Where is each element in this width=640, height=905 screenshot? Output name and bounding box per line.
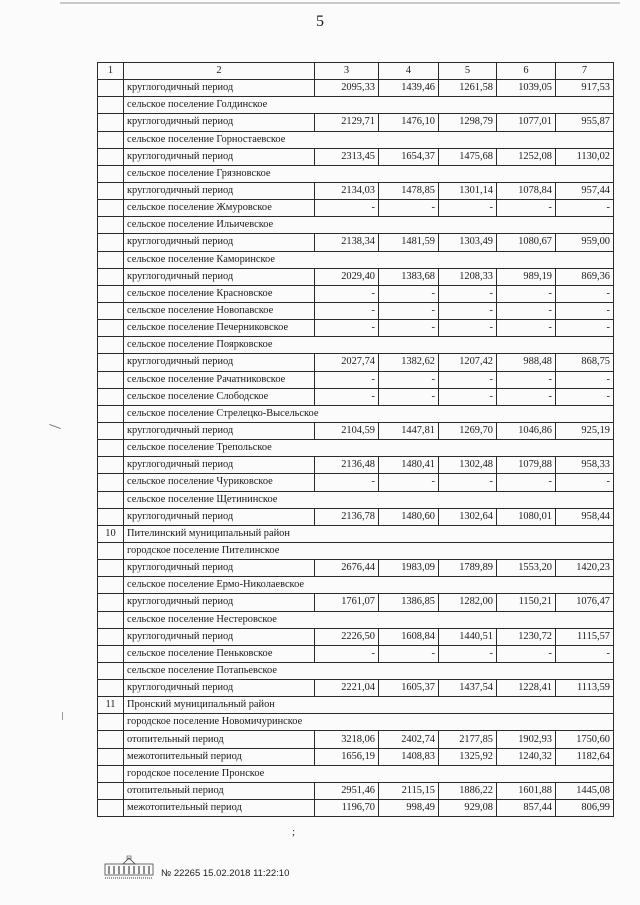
value-cell-col-5: 1302,48 bbox=[439, 457, 497, 474]
value-cell-col-4: - bbox=[379, 388, 439, 405]
value-cell-col-3: - bbox=[315, 285, 379, 302]
value-cell-col-3: 2095,33 bbox=[315, 80, 379, 97]
value-cell-col-4: - bbox=[379, 302, 439, 319]
value-cell-col-4: - bbox=[379, 200, 439, 217]
table-row bbox=[98, 405, 614, 422]
row-label-cell: круглогодичный период bbox=[124, 680, 315, 697]
value-cell-col-3: 1761,07 bbox=[315, 594, 379, 611]
table-row bbox=[98, 80, 614, 97]
table-body bbox=[98, 80, 614, 817]
table-row bbox=[98, 217, 614, 234]
row-label-cell: отопительный период bbox=[124, 731, 315, 748]
value-cell-col-5: 1886,22 bbox=[439, 782, 497, 799]
value-cell-col-3: 2029,40 bbox=[315, 268, 379, 285]
table-row bbox=[98, 200, 614, 217]
building-stamp-icon bbox=[103, 855, 155, 881]
value-cell-col-5: 1302,64 bbox=[439, 508, 497, 525]
value-cell-col-6: 1077,01 bbox=[497, 114, 556, 131]
stray-mark: ; bbox=[292, 826, 296, 838]
row-index-cell bbox=[98, 234, 124, 251]
table-row bbox=[98, 182, 614, 199]
row-index-cell bbox=[98, 731, 124, 748]
section-label-cell: Пителинский муниципальный район bbox=[124, 525, 614, 542]
row-index-cell bbox=[98, 302, 124, 319]
table-row bbox=[98, 628, 614, 645]
section-label-cell: сельское поселение Ермо-Николаевское bbox=[124, 577, 614, 594]
value-cell-col-5: 1437,54 bbox=[439, 680, 497, 697]
value-cell-col-7: - bbox=[556, 645, 614, 662]
value-cell-col-6: 1252,08 bbox=[497, 148, 556, 165]
value-cell-col-7: - bbox=[556, 285, 614, 302]
value-cell-col-6: 1080,01 bbox=[497, 508, 556, 525]
value-cell-col-6: 1046,86 bbox=[497, 422, 556, 439]
row-index-cell bbox=[98, 474, 124, 491]
value-cell-col-4: 2115,15 bbox=[379, 782, 439, 799]
value-cell-col-7: 958,33 bbox=[556, 457, 614, 474]
table-row bbox=[98, 542, 614, 559]
table-row bbox=[98, 577, 614, 594]
row-index-cell bbox=[98, 628, 124, 645]
table-row bbox=[98, 114, 614, 131]
section-label-cell: сельское поселение Нестеровское bbox=[124, 611, 614, 628]
table-row bbox=[98, 371, 614, 388]
value-cell-col-6: - bbox=[497, 285, 556, 302]
row-index-cell bbox=[98, 457, 124, 474]
value-cell-col-3: 2226,50 bbox=[315, 628, 379, 645]
section-label-cell: сельское поселение Каморинское bbox=[124, 251, 614, 268]
value-cell-col-4: 1654,37 bbox=[379, 148, 439, 165]
value-cell-col-3: 2951,46 bbox=[315, 782, 379, 799]
value-cell-col-7: 1113,59 bbox=[556, 680, 614, 697]
row-label-cell: межотопительный период bbox=[124, 800, 315, 817]
section-label-cell: сельское поселение Потапьевское bbox=[124, 662, 614, 679]
value-cell-col-5: 1325,92 bbox=[439, 748, 497, 765]
row-index-cell bbox=[98, 594, 124, 611]
value-cell-col-4: 1480,41 bbox=[379, 457, 439, 474]
row-index-cell bbox=[98, 388, 124, 405]
value-cell-col-5: 1298,79 bbox=[439, 114, 497, 131]
value-cell-col-6: 857,44 bbox=[497, 800, 556, 817]
row-index-cell bbox=[98, 114, 124, 131]
header-col-3: 3 bbox=[315, 63, 379, 80]
value-cell-col-6: - bbox=[497, 474, 556, 491]
section-label-cell: городское поселение Пителинское bbox=[124, 542, 614, 559]
table-row bbox=[98, 440, 614, 457]
value-cell-col-5: - bbox=[439, 285, 497, 302]
row-index-cell: 11 bbox=[98, 697, 124, 714]
value-cell-col-6: 1039,05 bbox=[497, 80, 556, 97]
section-label-cell: сельское поселение Щетининское bbox=[124, 491, 614, 508]
row-index-cell bbox=[98, 422, 124, 439]
value-cell-col-7: 1182,64 bbox=[556, 748, 614, 765]
row-index-cell: 10 bbox=[98, 525, 124, 542]
value-cell-col-6: - bbox=[497, 200, 556, 217]
value-cell-col-5: 1475,68 bbox=[439, 148, 497, 165]
table-row bbox=[98, 388, 614, 405]
header-col-6: 6 bbox=[497, 63, 556, 80]
section-label-cell: сельское поселение Ильичевское bbox=[124, 217, 614, 234]
row-label-cell: круглогодичный период bbox=[124, 628, 315, 645]
table-row bbox=[98, 131, 614, 148]
value-cell-col-4: 1382,62 bbox=[379, 354, 439, 371]
table-row bbox=[98, 320, 614, 337]
header-col-4: 4 bbox=[379, 63, 439, 80]
value-cell-col-4: 1478,85 bbox=[379, 182, 439, 199]
value-cell-col-3: 1196,70 bbox=[315, 800, 379, 817]
row-index-cell bbox=[98, 440, 124, 457]
row-index-cell bbox=[98, 165, 124, 182]
value-cell-col-7: - bbox=[556, 474, 614, 491]
section-label-cell: сельское поселение Грязновское bbox=[124, 165, 614, 182]
value-cell-col-7: - bbox=[556, 320, 614, 337]
value-cell-col-3: - bbox=[315, 388, 379, 405]
tariff-table bbox=[97, 62, 614, 817]
value-cell-col-3: 2221,04 bbox=[315, 680, 379, 697]
row-index-cell bbox=[98, 337, 124, 354]
value-cell-col-5: 1208,33 bbox=[439, 268, 497, 285]
value-cell-col-4: 1408,83 bbox=[379, 748, 439, 765]
row-index-cell bbox=[98, 268, 124, 285]
row-label-cell: круглогодичный период bbox=[124, 114, 315, 131]
value-cell-col-5: 1282,00 bbox=[439, 594, 497, 611]
row-label-cell: круглогодичный период bbox=[124, 560, 315, 577]
row-label-cell: круглогодичный период bbox=[124, 268, 315, 285]
value-cell-col-6: - bbox=[497, 302, 556, 319]
value-cell-col-4: - bbox=[379, 474, 439, 491]
table-row bbox=[98, 165, 614, 182]
table-row bbox=[98, 251, 614, 268]
value-cell-col-5: 1301,14 bbox=[439, 182, 497, 199]
row-index-cell bbox=[98, 80, 124, 97]
value-cell-col-6: 1080,67 bbox=[497, 234, 556, 251]
value-cell-col-7: 869,36 bbox=[556, 268, 614, 285]
table-row bbox=[98, 697, 614, 714]
row-index-cell bbox=[98, 577, 124, 594]
table-header-row bbox=[98, 63, 614, 80]
row-label-cell: сельское поселение Печерниковское bbox=[124, 320, 315, 337]
value-cell-col-3: - bbox=[315, 474, 379, 491]
row-index-cell bbox=[98, 714, 124, 731]
value-cell-col-7: 959,00 bbox=[556, 234, 614, 251]
table-row bbox=[98, 337, 614, 354]
section-label-cell: сельское поселение Трепольское bbox=[124, 440, 614, 457]
value-cell-col-4: 1480,60 bbox=[379, 508, 439, 525]
value-cell-col-7: - bbox=[556, 371, 614, 388]
row-index-cell bbox=[98, 131, 124, 148]
section-label-cell: сельское поселение Голдинское bbox=[124, 97, 614, 114]
value-cell-col-7: 958,44 bbox=[556, 508, 614, 525]
row-label-cell: межотопительный период bbox=[124, 748, 315, 765]
table-row bbox=[98, 268, 614, 285]
row-index-cell bbox=[98, 508, 124, 525]
value-cell-col-6: 1079,88 bbox=[497, 457, 556, 474]
table-row bbox=[98, 560, 614, 577]
value-cell-col-6: 1078,84 bbox=[497, 182, 556, 199]
row-index-cell bbox=[98, 662, 124, 679]
table-row bbox=[98, 800, 614, 817]
table-row bbox=[98, 680, 614, 697]
value-cell-col-3: - bbox=[315, 371, 379, 388]
value-cell-col-7: - bbox=[556, 200, 614, 217]
margin-mark bbox=[62, 712, 63, 720]
value-cell-col-6: 988,48 bbox=[497, 354, 556, 371]
row-index-cell bbox=[98, 182, 124, 199]
value-cell-col-3: 2138,34 bbox=[315, 234, 379, 251]
section-label-cell: сельское поселение Горностаевское bbox=[124, 131, 614, 148]
header-col-1: 1 bbox=[98, 63, 124, 80]
value-cell-col-7: 1115,57 bbox=[556, 628, 614, 645]
value-cell-col-6: - bbox=[497, 371, 556, 388]
row-index-cell bbox=[98, 782, 124, 799]
value-cell-col-6: 1902,93 bbox=[497, 731, 556, 748]
table-row bbox=[98, 748, 614, 765]
row-label-cell: круглогодичный период bbox=[124, 594, 315, 611]
table-row bbox=[98, 714, 614, 731]
table-row bbox=[98, 508, 614, 525]
header-col-5: 5 bbox=[439, 63, 497, 80]
row-label-cell: сельское поселение Рачатниковское bbox=[124, 371, 315, 388]
table-row bbox=[98, 457, 614, 474]
value-cell-col-3: 2027,74 bbox=[315, 354, 379, 371]
value-cell-col-6: 1553,20 bbox=[497, 560, 556, 577]
table-row bbox=[98, 302, 614, 319]
value-cell-col-3: 1656,19 bbox=[315, 748, 379, 765]
section-label-cell: сельское поселение Стрелецко-Высельское bbox=[124, 405, 614, 422]
value-cell-col-7: 1076,47 bbox=[556, 594, 614, 611]
section-label-cell: городское поселение Пронское bbox=[124, 765, 614, 782]
value-cell-col-4: 1605,37 bbox=[379, 680, 439, 697]
value-cell-col-5: - bbox=[439, 320, 497, 337]
value-cell-col-3: 2104,59 bbox=[315, 422, 379, 439]
registration-stamp-text: № 22265 15.02.2018 11:22:10 bbox=[161, 868, 290, 879]
table-row bbox=[98, 782, 614, 799]
table-row bbox=[98, 491, 614, 508]
row-label-cell: круглогодичный период bbox=[124, 508, 315, 525]
row-label-cell: круглогодичный период bbox=[124, 354, 315, 371]
table-row bbox=[98, 422, 614, 439]
value-cell-col-5: - bbox=[439, 371, 497, 388]
value-cell-col-6: 989,19 bbox=[497, 268, 556, 285]
value-cell-col-5: - bbox=[439, 645, 497, 662]
value-cell-col-5: 1207,42 bbox=[439, 354, 497, 371]
row-index-cell bbox=[98, 320, 124, 337]
row-index-cell bbox=[98, 148, 124, 165]
value-cell-col-6: 1601,88 bbox=[497, 782, 556, 799]
row-label-cell: сельское поселение Жмуровское bbox=[124, 200, 315, 217]
value-cell-col-7: 1420,23 bbox=[556, 560, 614, 577]
table-row bbox=[98, 285, 614, 302]
row-label-cell: сельское поселение Новопавское bbox=[124, 302, 315, 319]
value-cell-col-5: - bbox=[439, 302, 497, 319]
row-index-cell bbox=[98, 748, 124, 765]
header-col-2: 2 bbox=[124, 63, 315, 80]
value-cell-col-6: 1150,21 bbox=[497, 594, 556, 611]
row-label-cell: круглогодичный период bbox=[124, 457, 315, 474]
table-row bbox=[98, 354, 614, 371]
value-cell-col-7: 917,53 bbox=[556, 80, 614, 97]
value-cell-col-5: - bbox=[439, 474, 497, 491]
row-index-cell bbox=[98, 680, 124, 697]
value-cell-col-3: - bbox=[315, 645, 379, 662]
table-row bbox=[98, 474, 614, 491]
row-index-cell bbox=[98, 560, 124, 577]
value-cell-col-3: 2136,78 bbox=[315, 508, 379, 525]
scan-top-edge bbox=[60, 2, 620, 4]
value-cell-col-4: 1476,10 bbox=[379, 114, 439, 131]
section-label-cell: Пронский муниципальный район bbox=[124, 697, 614, 714]
value-cell-col-4: - bbox=[379, 320, 439, 337]
row-index-cell bbox=[98, 645, 124, 662]
row-index-cell bbox=[98, 217, 124, 234]
row-label-cell: сельское поселение Красновское bbox=[124, 285, 315, 302]
value-cell-col-7: 955,87 bbox=[556, 114, 614, 131]
value-cell-col-6: 1240,32 bbox=[497, 748, 556, 765]
row-index-cell bbox=[98, 285, 124, 302]
value-cell-col-7: 806,99 bbox=[556, 800, 614, 817]
row-index-cell bbox=[98, 251, 124, 268]
table-row bbox=[98, 765, 614, 782]
row-label-cell: круглогодичный период bbox=[124, 80, 315, 97]
row-index-cell bbox=[98, 491, 124, 508]
value-cell-col-7: 1750,60 bbox=[556, 731, 614, 748]
value-cell-col-5: 1789,89 bbox=[439, 560, 497, 577]
value-cell-col-3: 2129,71 bbox=[315, 114, 379, 131]
value-cell-col-4: 1983,09 bbox=[379, 560, 439, 577]
row-label-cell: отопительный период bbox=[124, 782, 315, 799]
row-index-cell bbox=[98, 405, 124, 422]
value-cell-col-7: - bbox=[556, 388, 614, 405]
table-row bbox=[98, 594, 614, 611]
value-cell-col-5: 1261,58 bbox=[439, 80, 497, 97]
value-cell-col-7: 925,19 bbox=[556, 422, 614, 439]
row-index-cell bbox=[98, 354, 124, 371]
section-label-cell: городское поселение Новомичуринское bbox=[124, 714, 614, 731]
table-row bbox=[98, 662, 614, 679]
value-cell-col-5: - bbox=[439, 388, 497, 405]
value-cell-col-4: - bbox=[379, 371, 439, 388]
value-cell-col-6: - bbox=[497, 645, 556, 662]
value-cell-col-7: 868,75 bbox=[556, 354, 614, 371]
margin-mark bbox=[49, 424, 61, 429]
value-cell-col-5: - bbox=[439, 200, 497, 217]
row-label-cell: сельское поселение Слободское bbox=[124, 388, 315, 405]
table-row bbox=[98, 525, 614, 542]
row-index-cell bbox=[98, 371, 124, 388]
value-cell-col-4: 1386,85 bbox=[379, 594, 439, 611]
row-index-cell bbox=[98, 765, 124, 782]
row-label-cell: круглогодичный период bbox=[124, 148, 315, 165]
table-row bbox=[98, 611, 614, 628]
value-cell-col-5: 1440,51 bbox=[439, 628, 497, 645]
row-label-cell: круглогодичный период bbox=[124, 182, 315, 199]
table-row bbox=[98, 97, 614, 114]
value-cell-col-5: 2177,85 bbox=[439, 731, 497, 748]
value-cell-col-4: 1481,59 bbox=[379, 234, 439, 251]
value-cell-col-4: - bbox=[379, 285, 439, 302]
value-cell-col-3: 2134,03 bbox=[315, 182, 379, 199]
value-cell-col-3: 2313,45 bbox=[315, 148, 379, 165]
table-row bbox=[98, 234, 614, 251]
value-cell-col-5: 1269,70 bbox=[439, 422, 497, 439]
row-index-cell bbox=[98, 611, 124, 628]
value-cell-col-4: 998,49 bbox=[379, 800, 439, 817]
row-index-cell bbox=[98, 542, 124, 559]
row-label-cell: сельское поселение Пеньковское bbox=[124, 645, 315, 662]
table-row bbox=[98, 645, 614, 662]
value-cell-col-7: 957,44 bbox=[556, 182, 614, 199]
value-cell-col-4: 1447,81 bbox=[379, 422, 439, 439]
value-cell-col-7: - bbox=[556, 302, 614, 319]
table-row bbox=[98, 731, 614, 748]
row-index-cell bbox=[98, 200, 124, 217]
value-cell-col-6: - bbox=[497, 388, 556, 405]
header-col-7: 7 bbox=[556, 63, 614, 80]
value-cell-col-7: 1445,08 bbox=[556, 782, 614, 799]
page-number: 5 bbox=[316, 13, 324, 30]
value-cell-col-4: - bbox=[379, 645, 439, 662]
value-cell-col-4: 1439,46 bbox=[379, 80, 439, 97]
table-row bbox=[98, 148, 614, 165]
row-label-cell: круглогодичный период bbox=[124, 234, 315, 251]
value-cell-col-6: 1228,41 bbox=[497, 680, 556, 697]
row-index-cell bbox=[98, 800, 124, 817]
value-cell-col-5: 929,08 bbox=[439, 800, 497, 817]
section-label-cell: сельское поселение Поярковское bbox=[124, 337, 614, 354]
row-label-cell: сельское поселение Чуриковское bbox=[124, 474, 315, 491]
value-cell-col-3: 2676,44 bbox=[315, 560, 379, 577]
value-cell-col-3: - bbox=[315, 320, 379, 337]
value-cell-col-3: - bbox=[315, 302, 379, 319]
value-cell-col-3: 2136,48 bbox=[315, 457, 379, 474]
row-index-cell bbox=[98, 97, 124, 114]
value-cell-col-4: 2402,74 bbox=[379, 731, 439, 748]
row-label-cell: круглогодичный период bbox=[124, 422, 315, 439]
value-cell-col-6: - bbox=[497, 320, 556, 337]
value-cell-col-5: 1303,49 bbox=[439, 234, 497, 251]
value-cell-col-3: 3218,06 bbox=[315, 731, 379, 748]
value-cell-col-7: 1130,02 bbox=[556, 148, 614, 165]
value-cell-col-4: 1383,68 bbox=[379, 268, 439, 285]
value-cell-col-6: 1230,72 bbox=[497, 628, 556, 645]
value-cell-col-4: 1608,84 bbox=[379, 628, 439, 645]
value-cell-col-3: - bbox=[315, 200, 379, 217]
